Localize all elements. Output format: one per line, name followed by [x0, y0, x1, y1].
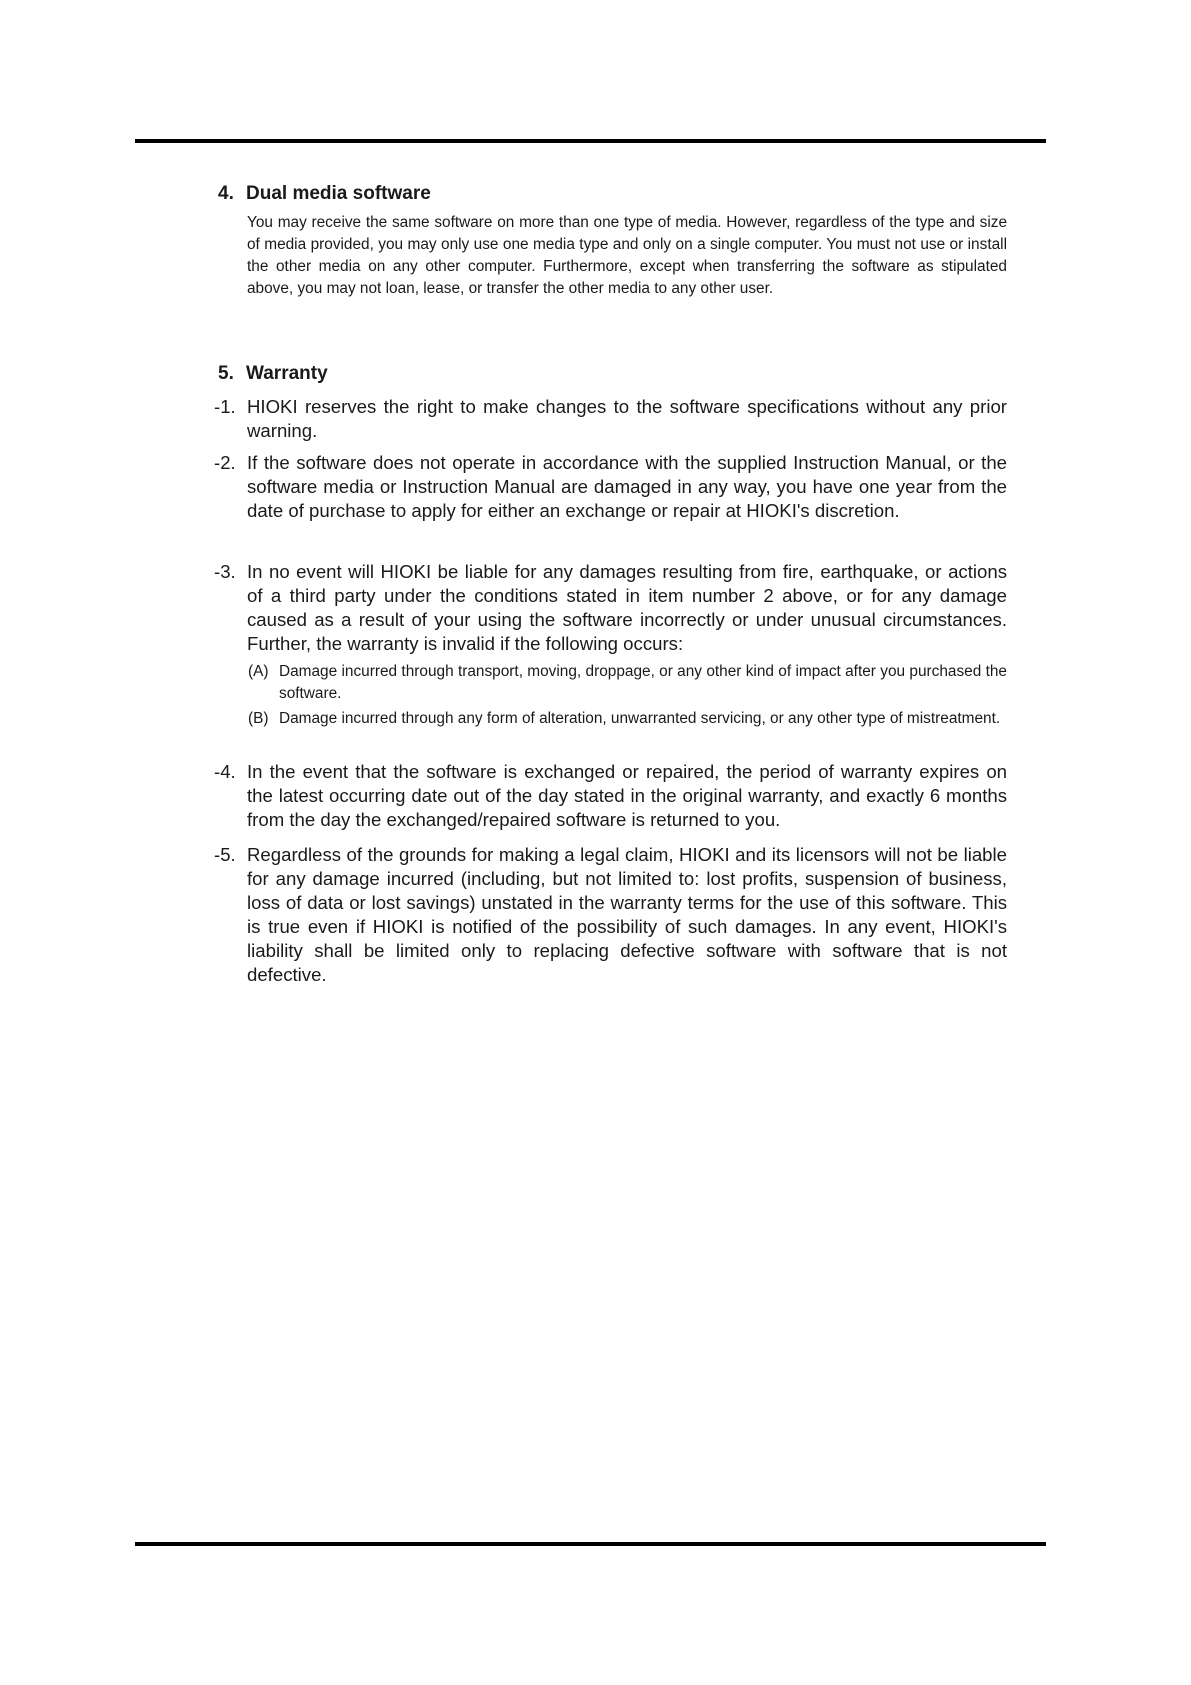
item-text: Regardless of the grounds for making a legal claim, HIOKI and its licensors will not be liable for any damage incurred (including, but not limited to: lost profits, suspension of business, loss of data or lost savings) unstated in the warranty terms for the use of this software. This is true even if HIOKI is notified of the possibility of such damages. In any event, HIOKI's liability shall be limited only to replacing defective software with software that is not defective. — [247, 844, 1007, 985]
item-number: -1. — [214, 396, 236, 417]
sub-item-label: (A) — [248, 663, 269, 680]
section-title: Dual media software — [246, 183, 431, 204]
item-number: -5. — [214, 844, 236, 865]
section-number: 5. — [218, 363, 234, 384]
footer-rule — [135, 1542, 1046, 1546]
section-body: You may receive the same software on more than one type of media. However, regardless of the type and size of media provided, you may only use one media type and only on a single computer. You must not use or install the other media on any other computer. Furthermore, except when transferring the software as stipulated above, you may not loan, lease, or transfer the other media to any other user. — [247, 214, 1007, 297]
item-number: -4. — [214, 761, 236, 782]
section-number: 4. — [218, 183, 234, 204]
item-text: In the event that the software is exchanged or repaired, the period of warranty expires on the latest occurring date out of the day stated in the original warranty, and exactly 6 months from the day the exchanged/repaired software is returned to you. — [247, 761, 1007, 830]
item-text: In no event will HIOKI be liable for any damages resulting from fire, earthquake, or actions of a third party under the conditions stated in item number 2 above, or for any damage caused as a result of your using the software incorrectly or under unusual circumstances. Further, the warranty is invalid if the following occurs: — [247, 561, 1007, 654]
sub-item-label: (B) — [248, 710, 269, 727]
item-number: -3. — [214, 561, 236, 582]
item-number: -2. — [214, 452, 236, 473]
section-title: Warranty — [246, 363, 328, 384]
item-text: If the software does not operate in accordance with the supplied Instruction Manual, or the software media or Instruction Manual are damaged in any way, you have one year from the date of purchase to apply for either an exchange or repair at HIOKI's discretion. — [247, 452, 1007, 521]
sub-item-text: Damage incurred through transport, moving, droppage, or any other kind of impact after you purchased the software. — [279, 663, 1007, 702]
item-text: HIOKI reserves the right to make changes to the software specifications without any prior warning. — [247, 396, 1007, 441]
sub-item-text: Damage incurred through any form of alteration, unwarranted servicing, or any other type of mistreatment. — [279, 710, 1001, 727]
header-rule — [135, 139, 1046, 143]
